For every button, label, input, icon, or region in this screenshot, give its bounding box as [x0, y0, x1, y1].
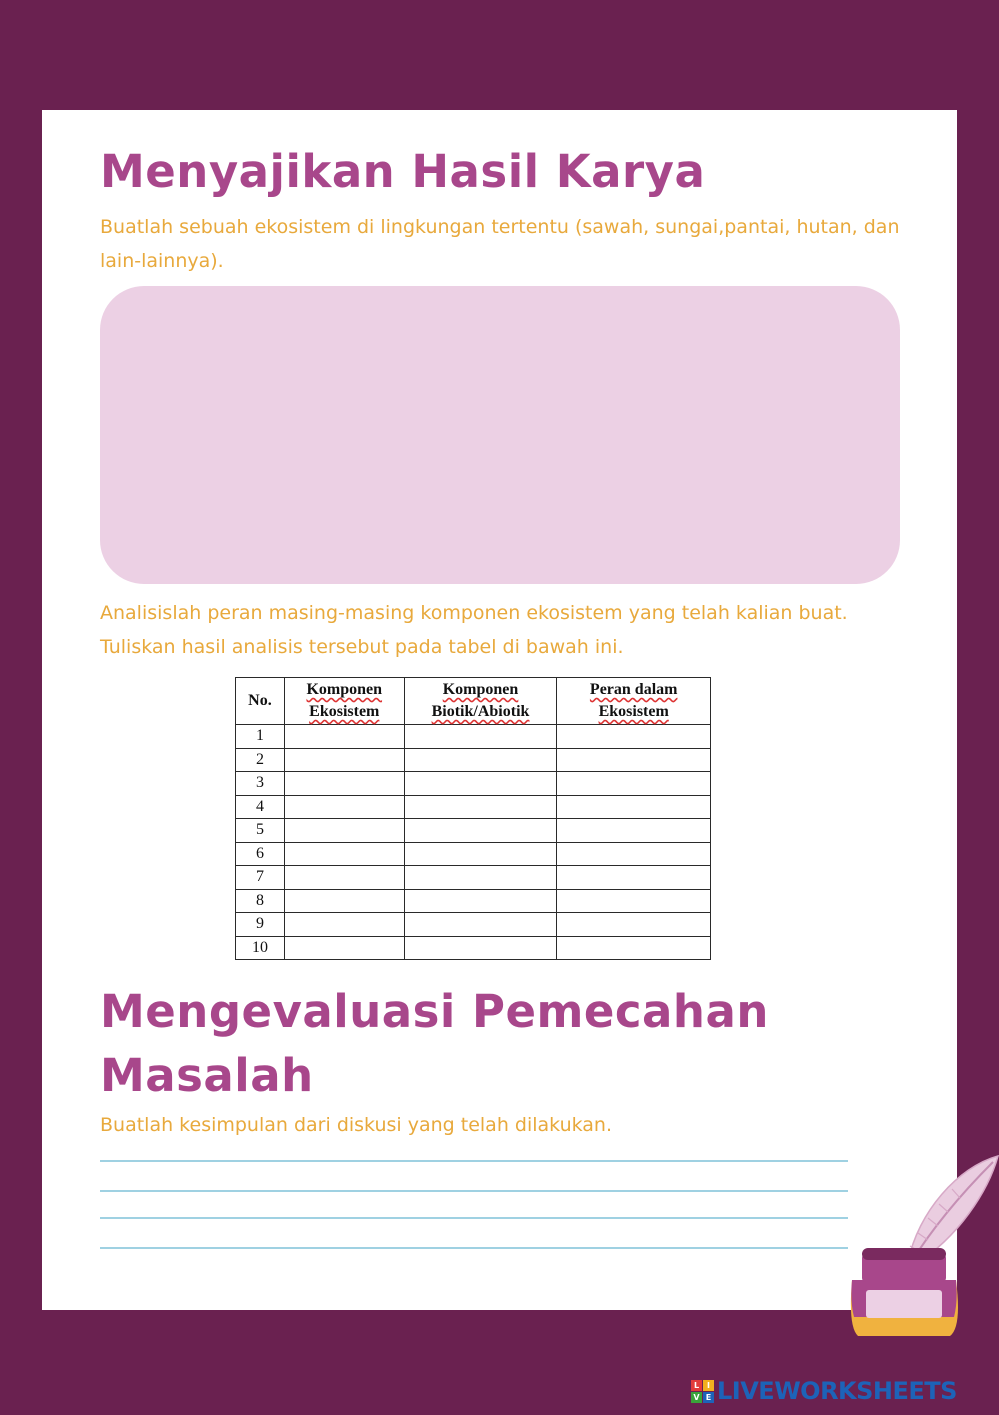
table-row [236, 936, 711, 960]
row-number: 1 [236, 725, 285, 749]
header-no [236, 678, 285, 725]
liveworksheets-text: LIVEWORKSHEETS [717, 1377, 957, 1405]
cell-peran[interactable] [557, 772, 711, 796]
header-label: Ekosistem [309, 703, 380, 720]
writing-line-1[interactable] [100, 1160, 848, 1162]
ink-pot-quill-icon [838, 1152, 999, 1344]
table-row [236, 772, 711, 796]
table-row [236, 866, 711, 890]
row-number: 4 [236, 795, 285, 819]
header-biotik-abiotik [404, 678, 557, 725]
instruction-ecosystem: Buatlah sebuah ekosistem di lingkungan tertentu (sawah, sungai,pantai, hutan, dan lain-lainnya). [100, 216, 900, 272]
cell-komponen[interactable] [284, 795, 404, 819]
logo-letter: E [703, 1392, 714, 1403]
cell-komponen[interactable] [284, 889, 404, 913]
cell-biotik-abiotik[interactable] [404, 842, 557, 866]
cell-biotik-abiotik[interactable] [404, 913, 557, 937]
section-title-menyajikan: Menyajikan Hasil Karya [100, 145, 706, 198]
cell-peran[interactable] [557, 725, 711, 749]
cell-biotik-abiotik[interactable] [404, 795, 557, 819]
header-label: Peran dalam [589, 681, 678, 698]
table-row [236, 748, 711, 772]
logo-letter: L [691, 1380, 702, 1391]
section-title-mengevaluasi-line1: Mengevaluasi Pemecahan [100, 985, 769, 1038]
cell-peran[interactable] [557, 842, 711, 866]
logo-letter: I [703, 1380, 714, 1391]
writing-line-3[interactable] [100, 1217, 848, 1219]
cell-peran[interactable] [557, 889, 711, 913]
cell-biotik-abiotik[interactable] [404, 936, 557, 960]
row-number: 7 [236, 866, 285, 890]
cell-komponen[interactable] [284, 748, 404, 772]
header-label: Komponen [442, 681, 519, 698]
header-komponen-ekosistem [284, 678, 404, 725]
cell-peran[interactable] [557, 748, 711, 772]
cell-peran[interactable] [557, 913, 711, 937]
table-row [236, 842, 711, 866]
cell-komponen[interactable] [284, 819, 404, 843]
cell-biotik-abiotik[interactable] [404, 772, 557, 796]
liveworksheets-watermark [691, 1378, 957, 1404]
cell-biotik-abiotik[interactable] [404, 819, 557, 843]
cell-komponen[interactable] [284, 866, 404, 890]
cell-komponen[interactable] [284, 842, 404, 866]
cell-biotik-abiotik[interactable] [404, 866, 557, 890]
liveworksheets-logo-icon [691, 1380, 714, 1403]
cell-biotik-abiotik[interactable] [404, 725, 557, 749]
cell-peran[interactable] [557, 819, 711, 843]
table-row [236, 913, 711, 937]
row-number: 8 [236, 889, 285, 913]
logo-letter: V [691, 1392, 702, 1403]
cell-biotik-abiotik[interactable] [404, 748, 557, 772]
writing-line-4[interactable] [100, 1247, 848, 1249]
table-row [236, 725, 711, 749]
cell-komponen[interactable] [284, 725, 404, 749]
cell-komponen[interactable] [284, 936, 404, 960]
cell-komponen[interactable] [284, 772, 404, 796]
row-number: 10 [236, 936, 285, 960]
row-number: 9 [236, 913, 285, 937]
table-row [236, 795, 711, 819]
cell-peran[interactable] [557, 936, 711, 960]
table-row [236, 889, 711, 913]
section-title-mengevaluasi-line2: Masalah [100, 1049, 314, 1102]
header-peran [557, 678, 711, 725]
header-label: Ekosistem [598, 703, 669, 720]
row-number: 6 [236, 842, 285, 866]
header-label: Biotik/Abiotik [431, 703, 530, 720]
table-row [236, 819, 711, 843]
header-label: Komponen [306, 681, 383, 698]
cell-biotik-abiotik[interactable] [404, 889, 557, 913]
analysis-table [235, 677, 711, 960]
table-header-row [236, 678, 711, 725]
drawing-area[interactable] [100, 286, 900, 584]
header-no-label: No. [248, 692, 272, 709]
cell-komponen[interactable] [284, 913, 404, 937]
cell-peran[interactable] [557, 866, 711, 890]
row-number: 2 [236, 748, 285, 772]
row-number: 3 [236, 772, 285, 796]
instruction-analysis: Analisislah peran masing-masing komponen ekosistem yang telah kalian buat. Tuliskan hasil analisis tersebut pada tabel di bawah ini. [100, 602, 848, 658]
cell-peran[interactable] [557, 795, 711, 819]
instruction-conclusion: Buatlah kesimpulan dari diskusi yang telah dilakukan. [100, 1114, 613, 1136]
writing-line-2[interactable] [100, 1190, 848, 1192]
row-number: 5 [236, 819, 285, 843]
